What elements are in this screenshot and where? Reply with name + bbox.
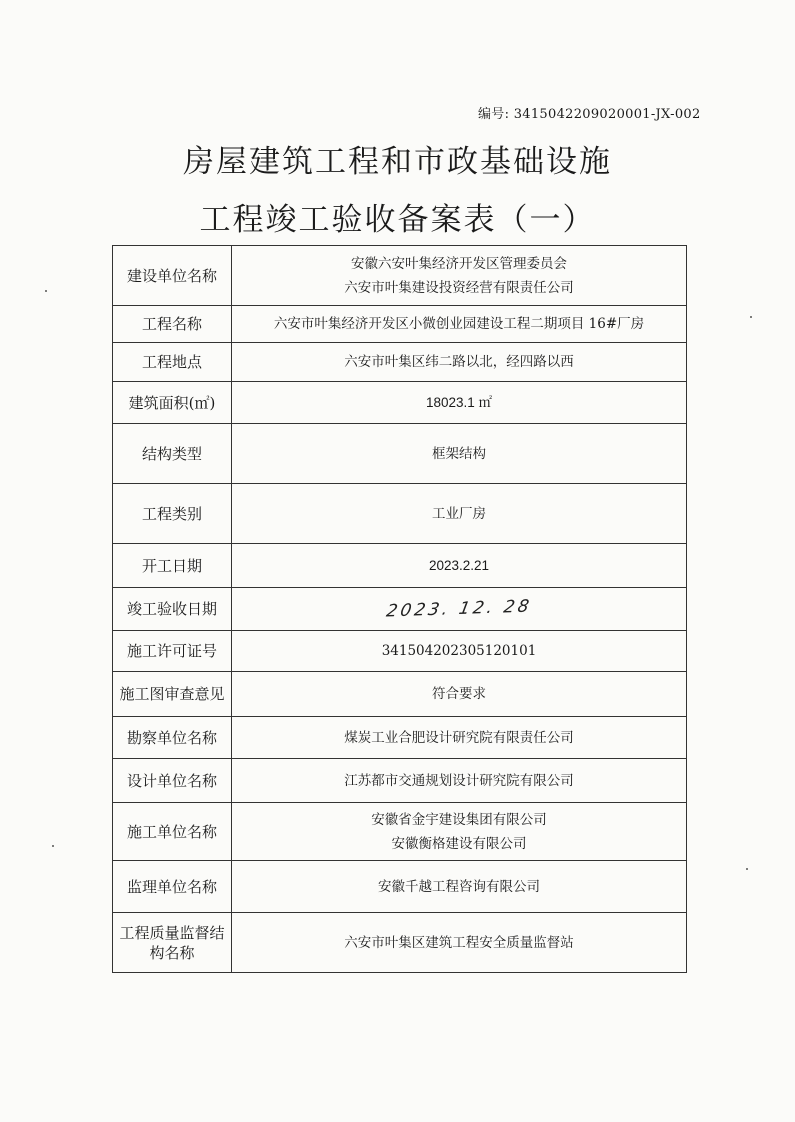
page-title-line-1: 房屋建筑工程和市政基础设施 (183, 144, 612, 180)
scan-speck (750, 316, 752, 318)
row-label: 施工许可证号 (113, 631, 232, 672)
table-row (113, 588, 687, 631)
table-row (113, 484, 687, 544)
filing-form-table (112, 245, 687, 973)
row-label: 开工日期 (113, 544, 232, 588)
table-row (113, 544, 687, 588)
page-title-line-2: 工程竣工验收备案表（一） (199, 202, 596, 238)
row-value (232, 382, 687, 424)
value-line: 框架结构 (432, 445, 486, 462)
value-line: 2023.2.21 (428, 557, 490, 573)
table-row (113, 759, 687, 803)
row-value (232, 717, 687, 759)
table-row (113, 306, 687, 343)
value-line: 341504202305120101 (381, 643, 537, 659)
row-value (232, 544, 687, 588)
table-row (113, 717, 687, 759)
value-line: 安徽千越工程咨询有限公司 (378, 878, 540, 895)
row-value (232, 913, 687, 973)
row-label: 工程名称 (113, 306, 232, 343)
row-value (232, 631, 687, 672)
row-value (232, 861, 687, 913)
table-row (113, 424, 687, 484)
row-label: 建筑面积(㎡) (113, 382, 232, 424)
scan-speck (52, 845, 54, 847)
value-line: 六安市叶集区建筑工程安全质量监督站 (344, 934, 574, 951)
table-row (113, 803, 687, 861)
row-value (232, 803, 687, 861)
table-row (113, 382, 687, 424)
value-line: 安徽六安叶集经济开发区管理委员会 (351, 255, 567, 272)
row-label: 工程地点 (113, 343, 232, 382)
scan-speck (45, 290, 47, 292)
row-label: 工程类别 (113, 484, 232, 544)
row-label: 勘察单位名称 (113, 717, 232, 759)
table-row (113, 672, 687, 717)
row-value (232, 588, 687, 631)
row-value (232, 672, 687, 717)
document-number: 编号: 3415042209020001-JX-002 (478, 107, 701, 122)
value-line: 江苏都市交通规划设计研究院有限公司 (344, 772, 574, 789)
value-line: 六安市叶集建设投资经营有限责任公司 (344, 279, 574, 296)
row-value (232, 306, 687, 343)
row-label: 建设单位名称 (113, 246, 232, 306)
row-label: 施工图审查意见 (113, 672, 232, 717)
value-line: 六安市叶集经济开发区小微创业园建设工程二期项目 16#厂房 (273, 316, 645, 332)
row-label: 竣工验收日期 (113, 588, 232, 631)
handwritten-completion-date: 2023. 12. 28 (384, 595, 534, 622)
value-line: 安徽衡格建设有限公司 (391, 835, 527, 852)
scan-speck (746, 868, 748, 870)
row-value (232, 424, 687, 484)
row-value (232, 484, 687, 544)
value-line: 符合要求 (432, 686, 486, 702)
value-line: 煤炭工业合肥设计研究院有限责任公司 (344, 729, 574, 746)
value-line: 六安市叶集区纬二路以北，经四路以西 (344, 354, 574, 370)
row-label: 结构类型 (113, 424, 232, 484)
table-row (113, 861, 687, 913)
row-value (232, 343, 687, 382)
row-value (232, 759, 687, 803)
row-value (232, 246, 687, 306)
row-label: 设计单位名称 (113, 759, 232, 803)
table-row (113, 343, 687, 382)
table-row (113, 913, 687, 973)
row-label: 工程质量监督结构名称 (113, 913, 232, 973)
table-row (113, 631, 687, 672)
value-line: 18023.1 ㎡ (425, 394, 493, 410)
row-label: 施工单位名称 (113, 803, 232, 861)
value-line: 工业厂房 (432, 505, 486, 522)
value-line: 安徽省金宇建设集团有限公司 (371, 811, 547, 828)
row-label: 监理单位名称 (113, 861, 232, 913)
table-row (113, 246, 687, 306)
